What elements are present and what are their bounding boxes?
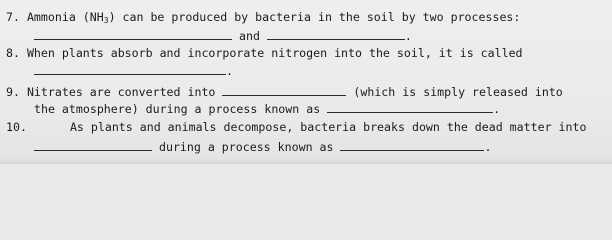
question-10-blank-1[interactable] (34, 139, 152, 151)
question-8-number: 8. (6, 46, 20, 60)
question-10-number: 10. (6, 120, 27, 134)
question-7-prompt (6, 10, 520, 24)
question-7-number: 7. (6, 10, 20, 24)
question-7-text-a: Ammonia (NH (26, 10, 104, 24)
page-bottom-shadow (0, 158, 612, 164)
question-8-answer-row (34, 63, 233, 78)
question-10-line-2 (34, 139, 491, 154)
question-7-blank-1[interactable] (34, 28, 232, 40)
question-9-line-2 (34, 101, 500, 116)
question-7-blank-2[interactable] (267, 28, 405, 40)
question-10-period: . (484, 140, 492, 154)
question-9-text-paren: (which is simply released into (353, 85, 563, 99)
question-8-text: When plants absorb and incorporate nitrogen into the soil, it is called (26, 46, 523, 60)
question-7-text-b: ) can be produced by bacteria in the soil by two processes: (108, 10, 521, 24)
question-7-answer-row (34, 28, 412, 43)
question-8-blank[interactable] (34, 63, 226, 75)
question-10-text: As plants and animals decompose, bacteria breaks down the dead matter into (69, 120, 587, 134)
question-9-blank-2[interactable] (327, 101, 493, 113)
question-8-period: . (226, 64, 233, 78)
question-10-blank-2[interactable] (340, 139, 484, 151)
question-9-text-start: Nitrates are converted into (26, 85, 216, 99)
question-8-prompt (6, 46, 523, 60)
question-9-text-line2: the atmosphere) during a process known as (34, 102, 321, 116)
question-9-number: 9. (6, 85, 20, 99)
question-7-subscript: 3 (103, 16, 109, 25)
question-9-blank-1[interactable] (222, 84, 346, 96)
question-7-and: and (238, 29, 260, 43)
question-7-period: . (404, 29, 412, 43)
question-10-prompt (6, 120, 586, 134)
question-9-period: . (493, 102, 501, 116)
question-9-prompt (6, 84, 563, 99)
question-10-text-line2: during a process known as (158, 140, 334, 154)
